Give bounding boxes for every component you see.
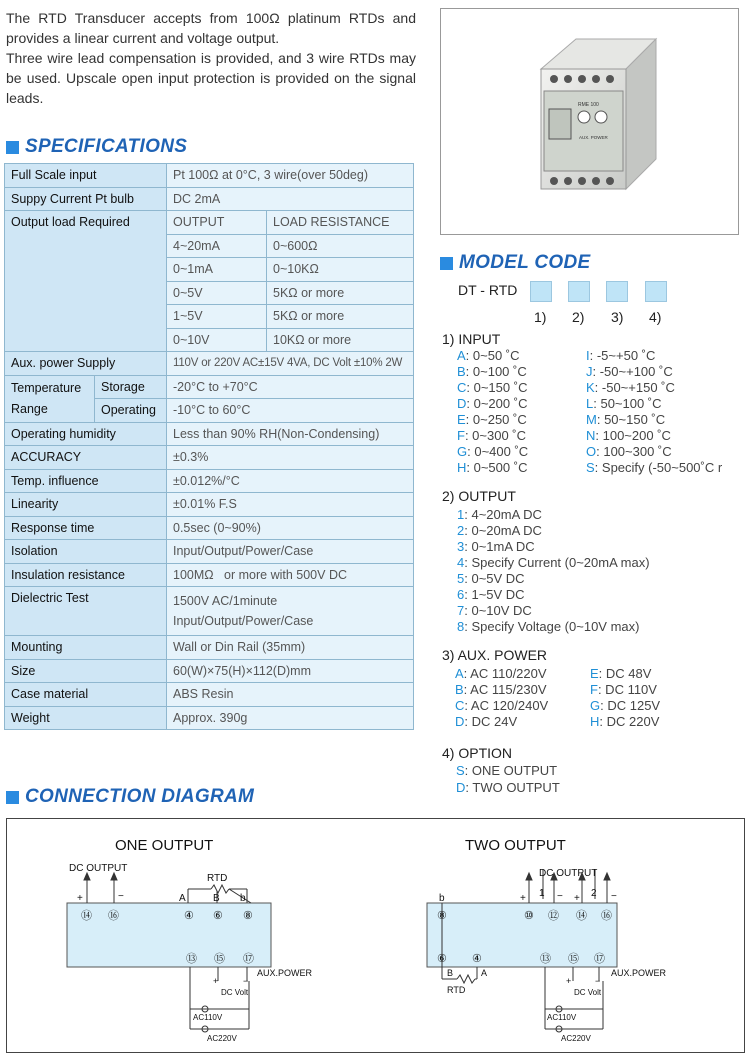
option-description: : Specify Current (0~20mA max) bbox=[464, 555, 650, 570]
connection-title: CONNECTION DIAGRAM bbox=[25, 786, 255, 807]
option-description: : 0~300 ˚C bbox=[464, 428, 527, 443]
option-code: 4 bbox=[457, 555, 465, 570]
option-code: S bbox=[456, 763, 465, 778]
list-item bbox=[455, 682, 547, 697]
option-code: O bbox=[586, 444, 597, 459]
list-item bbox=[456, 763, 557, 778]
spec-value: 110V or 220V AC±15V 4VA, DC Volt ±10% 2W bbox=[167, 352, 414, 376]
two-dc-output-label: DC OUTPUT bbox=[539, 868, 598, 879]
output-value: 0~5V bbox=[167, 281, 267, 305]
spec-label: Operating humidity bbox=[5, 422, 167, 446]
option-code: A bbox=[457, 348, 466, 363]
table-row bbox=[5, 422, 414, 446]
one-output-title: ONE OUTPUT bbox=[115, 837, 214, 854]
one-ac220-label: AC220V bbox=[207, 1034, 237, 1043]
code-box-4 bbox=[645, 281, 667, 302]
list-item bbox=[455, 666, 547, 681]
option-description: : 0~20mA DC bbox=[464, 523, 542, 538]
list-item bbox=[457, 539, 535, 554]
table-row bbox=[5, 563, 414, 587]
table-row bbox=[5, 659, 414, 683]
spec-value: 100MΩ or more with 500V DC bbox=[167, 563, 414, 587]
option-description: : 0~50 ˚C bbox=[465, 348, 520, 363]
load-value: 5KΩ or more bbox=[267, 305, 414, 329]
table-row bbox=[5, 375, 414, 399]
one-plus-label: + bbox=[77, 893, 83, 904]
list-item bbox=[586, 460, 722, 475]
two-terminal-4: ④ bbox=[472, 953, 482, 965]
list-item bbox=[586, 364, 673, 379]
two-terminal-6: ⑥ bbox=[437, 953, 447, 965]
storage-value: -20°C to +70°C bbox=[167, 375, 414, 399]
code-box-2 bbox=[568, 281, 590, 302]
output-value: 0~10V bbox=[167, 328, 267, 352]
option-description: : AC 120/240V bbox=[464, 698, 549, 713]
option-description: : -5~+50 ˚C bbox=[589, 348, 656, 363]
wiring-diagram bbox=[7, 819, 744, 1052]
one-dc-minus: − bbox=[243, 976, 249, 986]
code-position-3: 3) bbox=[611, 309, 624, 325]
code-box-1 bbox=[530, 281, 552, 302]
option-code: D bbox=[457, 396, 467, 411]
option-code: B bbox=[457, 364, 466, 379]
spec-label: Linearity bbox=[5, 493, 167, 517]
spec-label: Response time bbox=[5, 516, 167, 540]
list-item bbox=[457, 460, 527, 475]
two-ac220-label: AC220V bbox=[561, 1034, 591, 1043]
option-description: : -50~+100 ˚C bbox=[592, 364, 673, 379]
table-row bbox=[5, 352, 414, 376]
two-output-2-label: 2 bbox=[591, 888, 597, 899]
model-code-heading bbox=[440, 252, 590, 274]
table-row bbox=[5, 516, 414, 540]
list-item bbox=[457, 444, 528, 459]
two-dc-volt-label: DC Volt bbox=[574, 988, 602, 997]
option-description: : 0~150 ˚C bbox=[466, 380, 528, 395]
list-item bbox=[457, 619, 639, 634]
spec-value: 0.5sec (0~90%) bbox=[167, 516, 414, 540]
option-code: H bbox=[590, 714, 600, 729]
one-aux-power-label: AUX.POWER bbox=[257, 968, 313, 978]
option-description: : Specify (-50~500˚C r bbox=[594, 460, 723, 475]
dielectric-line-1: 1500V AC/1minute bbox=[173, 594, 278, 608]
spec-value: ±0.012%/°C bbox=[167, 469, 414, 493]
list-item bbox=[586, 396, 662, 411]
operating-label: Operating bbox=[95, 399, 167, 423]
spec-label: Output load Required bbox=[5, 211, 167, 352]
option-description: : DC 220V bbox=[599, 714, 660, 729]
transducer-module-image bbox=[441, 9, 738, 234]
option-code: F bbox=[457, 428, 465, 443]
connection-heading bbox=[6, 786, 254, 808]
option-code: 5 bbox=[457, 571, 465, 586]
option-description: : 0~200 ˚C bbox=[466, 396, 528, 411]
one-terminal-4: ④ bbox=[184, 910, 194, 922]
list-item bbox=[457, 380, 527, 395]
square-bullet-icon bbox=[6, 791, 19, 804]
spec-label: Isolation bbox=[5, 540, 167, 564]
option-code: A bbox=[455, 666, 464, 681]
option-description: : AC 110/220V bbox=[463, 666, 547, 681]
spec-value: Wall or Din Rail (35mm) bbox=[167, 636, 414, 660]
spec-value: 60(W)×75(H)×112(D)mm bbox=[167, 659, 414, 683]
code-box-3 bbox=[606, 281, 628, 302]
aux-section-title: 3) AUX. POWER bbox=[442, 647, 548, 663]
option-description: : 0~250 ˚C bbox=[465, 412, 527, 427]
two-terminal-17: ⑰ bbox=[594, 953, 605, 965]
two-terminal-12: ⑫ bbox=[548, 910, 559, 922]
one-dc-plus: + bbox=[213, 976, 219, 986]
spec-label: Insulation resistance bbox=[5, 563, 167, 587]
one-b-lower-label: b bbox=[240, 893, 246, 904]
list-item bbox=[590, 666, 651, 681]
two-ac110-label: AC110V bbox=[547, 1013, 577, 1022]
load-value: 0~10KΩ bbox=[267, 258, 414, 282]
table-row bbox=[5, 211, 414, 235]
two-output-title: TWO OUTPUT bbox=[465, 837, 566, 854]
one-terminal-16: ⑯ bbox=[108, 910, 119, 922]
option-code: 6 bbox=[457, 587, 465, 602]
option-code: E bbox=[457, 412, 466, 427]
two-a-label: A bbox=[481, 968, 488, 978]
output-value: 4~20mA bbox=[167, 234, 267, 258]
option-description: : TWO OUTPUT bbox=[465, 780, 560, 795]
option-description: : 1~5V DC bbox=[464, 587, 525, 602]
two-terminal-13: ⑬ bbox=[540, 953, 551, 965]
option-description: : DC 110V bbox=[597, 682, 657, 697]
photo-aux-label: AUX. POWER bbox=[579, 135, 608, 140]
code-position-4: 4) bbox=[649, 309, 662, 325]
option-code: 2 bbox=[457, 523, 465, 538]
one-terminal-14: ⑭ bbox=[81, 910, 92, 922]
option-description: : 0~5V DC bbox=[464, 571, 525, 586]
spec-label: Suppy Current Pt bulb bbox=[5, 187, 167, 211]
table-row bbox=[5, 164, 414, 188]
one-terminal-6: ⑥ bbox=[213, 910, 223, 922]
spec-label: Temp. influence bbox=[5, 469, 167, 493]
two-minus-2: − bbox=[611, 891, 617, 902]
option-code: G bbox=[590, 698, 601, 713]
dielectric-value bbox=[167, 587, 414, 636]
one-terminal-17: ⑰ bbox=[243, 953, 254, 965]
option-code: C bbox=[455, 698, 465, 713]
list-item bbox=[457, 523, 542, 538]
table-row bbox=[5, 469, 414, 493]
list-item bbox=[590, 698, 660, 713]
one-dc-volt-label: DC Volt bbox=[221, 988, 249, 997]
two-b-upper-label: B bbox=[447, 968, 454, 978]
one-terminal-8: ⑧ bbox=[243, 910, 253, 922]
spec-label: Size bbox=[5, 659, 167, 683]
one-terminal-15: ⑮ bbox=[214, 953, 225, 965]
option-code: N bbox=[586, 428, 596, 443]
intro-paragraph-1: The RTD Transducer accepts from 100Ω platinum RTDs and provides a linear current and voltage output. bbox=[6, 10, 416, 46]
option-code: L bbox=[586, 396, 594, 411]
specifications-table bbox=[4, 163, 414, 730]
output-value: 0~1mA bbox=[167, 258, 267, 282]
code-position-2: 2) bbox=[572, 309, 585, 325]
option-description: : DC 125V bbox=[600, 698, 661, 713]
two-terminal-15: ⑮ bbox=[568, 953, 579, 965]
option-description: : 0~10V DC bbox=[464, 603, 532, 618]
spec-label: Aux. power Supply bbox=[5, 352, 167, 376]
option-code: D bbox=[456, 780, 466, 795]
table-row bbox=[5, 587, 414, 636]
range-label: Range bbox=[11, 401, 48, 416]
one-terminal-13: ⑬ bbox=[186, 953, 197, 965]
list-item bbox=[586, 444, 672, 459]
photo-model-label: RME 100 bbox=[578, 102, 599, 108]
specifications-title: SPECIFICATIONS bbox=[25, 136, 188, 157]
option-code: G bbox=[457, 444, 468, 459]
spec-value: Less than 90% RH(Non-Condensing) bbox=[167, 422, 414, 446]
output-section-title: 2) OUTPUT bbox=[442, 488, 516, 504]
option-description: : 50~150 ˚C bbox=[596, 412, 666, 427]
list-item bbox=[457, 603, 532, 618]
option-description: : 4~20mA DC bbox=[464, 507, 542, 522]
two-b-label: b bbox=[439, 893, 445, 904]
spec-label: Weight bbox=[5, 706, 167, 730]
two-aux-power-label: AUX.POWER bbox=[611, 968, 667, 978]
load-value: 5KΩ or more bbox=[267, 281, 414, 305]
input-section-title: 1) INPUT bbox=[442, 331, 501, 347]
option-code: 1 bbox=[457, 507, 465, 522]
list-item bbox=[457, 507, 542, 522]
list-item bbox=[455, 698, 548, 713]
list-item bbox=[590, 682, 657, 697]
option-description: : AC 115/230V bbox=[463, 682, 547, 697]
option-code: S bbox=[586, 460, 595, 475]
spec-value: Input/Output/Power/Case bbox=[167, 540, 414, 564]
option-description: : -50~+150 ˚C bbox=[594, 380, 675, 395]
square-bullet-icon bbox=[440, 257, 453, 270]
two-terminal-10: ⑩ bbox=[524, 910, 534, 922]
list-item bbox=[457, 364, 527, 379]
option-code: K bbox=[586, 380, 595, 395]
option-description: : 50~100 ˚C bbox=[593, 396, 662, 411]
spec-value: ABS Resin bbox=[167, 683, 414, 707]
temperature-label: Temperature bbox=[11, 380, 82, 395]
load-value: 0~600Ω bbox=[267, 234, 414, 258]
option-description: : DC 48V bbox=[598, 666, 652, 681]
one-ac110-label: AC110V bbox=[193, 1013, 223, 1022]
storage-label: Storage bbox=[95, 375, 167, 399]
list-item bbox=[590, 714, 659, 729]
option-description: : ONE OUTPUT bbox=[464, 763, 558, 778]
spec-label: ACCURACY bbox=[5, 446, 167, 470]
table-row bbox=[5, 636, 414, 660]
list-item bbox=[455, 714, 517, 729]
two-terminal-8: ⑧ bbox=[437, 910, 447, 922]
option-code: I bbox=[586, 348, 590, 363]
two-terminal-14: ⑭ bbox=[576, 910, 587, 922]
spec-value: ±0.3% bbox=[167, 446, 414, 470]
list-item bbox=[586, 428, 671, 443]
option-code: D bbox=[455, 714, 465, 729]
table-row bbox=[5, 540, 414, 564]
one-b-upper-label: B bbox=[213, 893, 220, 904]
two-dc-plus: + bbox=[566, 976, 572, 986]
option-description: : 0~100 ˚C bbox=[465, 364, 527, 379]
two-dc-minus: − bbox=[595, 976, 601, 986]
operating-value: -10°C to 60°C bbox=[167, 399, 414, 423]
one-dc-output-label: DC OUTPUT bbox=[69, 863, 128, 874]
spec-value: DC 2mA bbox=[167, 187, 414, 211]
table-row bbox=[5, 706, 414, 730]
two-rtd-label: RTD bbox=[447, 985, 466, 995]
option-description: : 0~400 ˚C bbox=[467, 444, 529, 459]
spec-label: Case material bbox=[5, 683, 167, 707]
option-code: M bbox=[586, 412, 597, 427]
intro-paragraph-2: Three wire lead compensation is provided, and 3 wire RTDs may be used. Upscale open input protection is provided on the signal leads. bbox=[6, 50, 416, 106]
option-code: C bbox=[457, 380, 467, 395]
temperature-range-label bbox=[5, 375, 95, 422]
list-item bbox=[457, 428, 526, 443]
two-plus-1: + bbox=[520, 893, 526, 904]
list-item bbox=[457, 348, 520, 363]
list-item bbox=[457, 412, 527, 427]
one-rtd-label: RTD bbox=[207, 873, 228, 884]
option-code: E bbox=[590, 666, 599, 681]
one-a-label: A bbox=[179, 893, 186, 904]
spec-label: Dielectric Test bbox=[5, 587, 167, 636]
option-code: 7 bbox=[457, 603, 465, 618]
list-item bbox=[586, 380, 675, 395]
load-column-header: LOAD RESISTANCE bbox=[267, 211, 414, 235]
list-item bbox=[457, 555, 650, 570]
option-code: F bbox=[590, 682, 598, 697]
list-item bbox=[457, 396, 527, 411]
output-value: 1~5V bbox=[167, 305, 267, 329]
list-item bbox=[586, 348, 655, 363]
list-item bbox=[586, 412, 665, 427]
spec-value: Pt 100Ω at 0°C, 3 wire(over 50deg) bbox=[167, 164, 414, 188]
spec-value: Approx. 390g bbox=[167, 706, 414, 730]
option-code: B bbox=[455, 682, 464, 697]
model-code-prefix: DT - RTD bbox=[458, 282, 518, 298]
two-minus-1: − bbox=[557, 891, 563, 902]
list-item bbox=[456, 780, 560, 795]
list-item bbox=[457, 587, 525, 602]
two-plus-2: + bbox=[574, 893, 580, 904]
connection-diagram bbox=[6, 818, 745, 1053]
specifications-heading bbox=[6, 136, 187, 158]
product-photo bbox=[440, 8, 739, 235]
square-bullet-icon bbox=[6, 141, 19, 154]
option-code: J bbox=[586, 364, 593, 379]
one-minus-label: − bbox=[118, 891, 124, 902]
two-output-1-label: 1 bbox=[539, 888, 545, 899]
code-position-1: 1) bbox=[534, 309, 547, 325]
option-code: 8 bbox=[457, 619, 465, 634]
option-section-title: 4) OPTION bbox=[442, 745, 513, 761]
option-description: : Specify Voltage (0~10V max) bbox=[464, 619, 640, 634]
table-row bbox=[5, 446, 414, 470]
dielectric-line-2: Input/Output/Power/Case bbox=[173, 614, 314, 628]
table-row bbox=[5, 683, 414, 707]
table-row bbox=[5, 493, 414, 517]
option-description: : 100~300 ˚C bbox=[596, 444, 672, 459]
option-description: : DC 24V bbox=[464, 714, 518, 729]
model-code-title: MODEL CODE bbox=[459, 252, 591, 273]
list-item bbox=[457, 571, 525, 586]
option-description: : 100~200 ˚C bbox=[595, 428, 671, 443]
spec-value: ±0.01% F.S bbox=[167, 493, 414, 517]
option-description: : 0~1mA DC bbox=[464, 539, 535, 554]
intro-text bbox=[6, 8, 416, 108]
option-description: : 0~500 ˚C bbox=[466, 460, 528, 475]
option-code: H bbox=[457, 460, 467, 475]
spec-label: Full Scale input bbox=[5, 164, 167, 188]
table-row bbox=[5, 187, 414, 211]
option-code: 3 bbox=[457, 539, 465, 554]
two-terminal-16: ⑯ bbox=[601, 910, 612, 922]
load-value: 10KΩ or more bbox=[267, 328, 414, 352]
output-column-header: OUTPUT bbox=[167, 211, 267, 235]
spec-label: Mounting bbox=[5, 636, 167, 660]
